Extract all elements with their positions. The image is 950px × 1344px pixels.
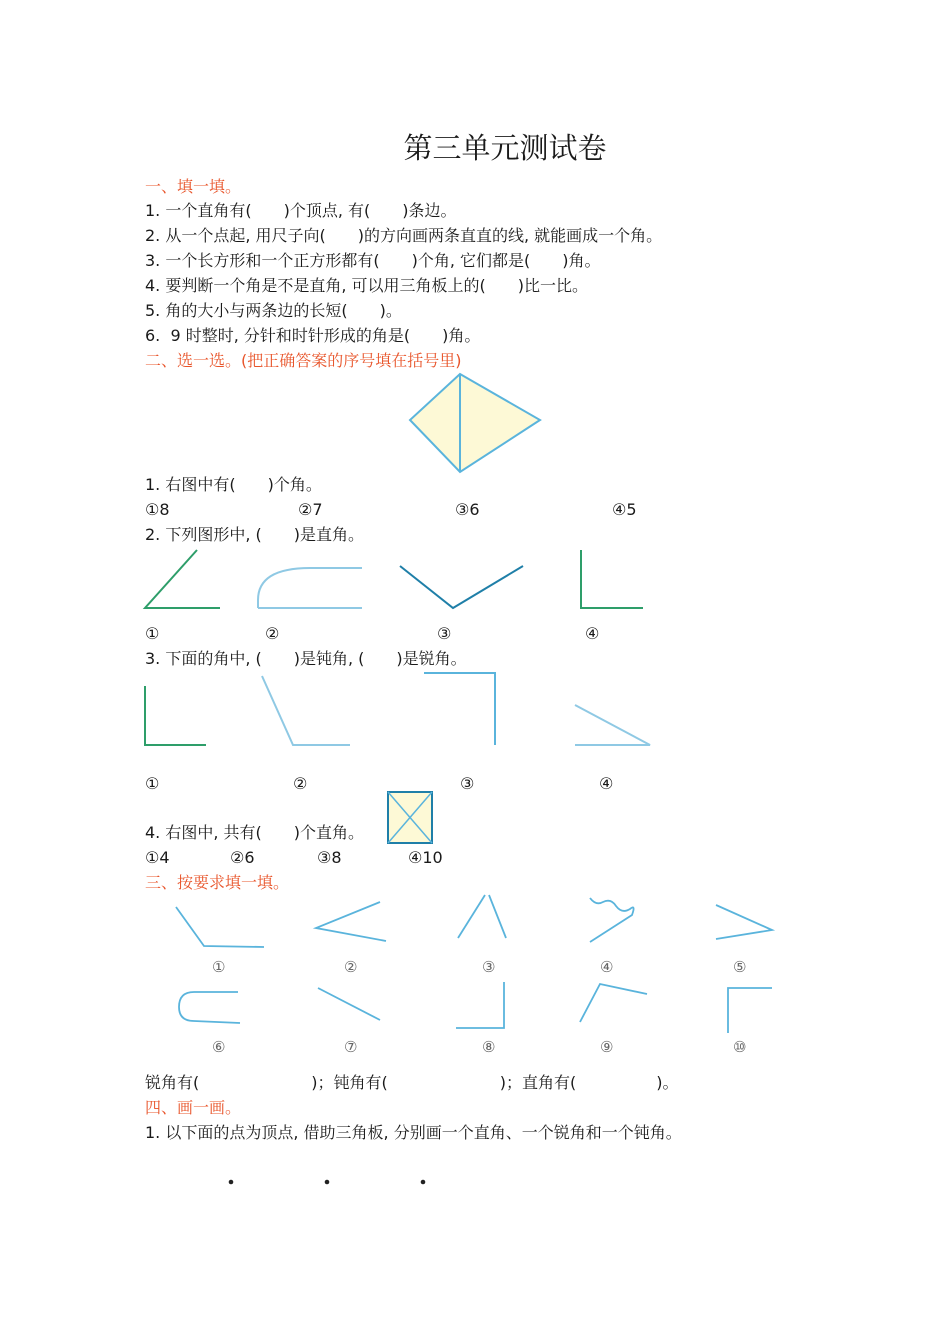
section-1-heading: 一、填一填。 bbox=[145, 177, 242, 196]
s2-q3-angle-3 bbox=[424, 673, 495, 745]
s2-q1-option-3: ③6 bbox=[455, 500, 480, 519]
figure-label-8: ⑧ bbox=[482, 1038, 496, 1056]
s1-question-6: 6. 9 时整时, 分针和时针形成的角是( )角。 bbox=[145, 326, 481, 345]
s4-vertex-dots bbox=[229, 1180, 426, 1185]
s2-q2-option-2: ② bbox=[265, 624, 280, 643]
figure-label-2: ② bbox=[344, 958, 358, 976]
s3-figure-8 bbox=[456, 982, 504, 1028]
figure-label-1: ① bbox=[212, 958, 226, 976]
s2-q4-option-2: ②6 bbox=[230, 848, 255, 867]
s2-q2-shape-2 bbox=[258, 568, 362, 608]
s2-q4-option-3: ③8 bbox=[317, 848, 342, 867]
s2-q1-option-4: ④5 bbox=[612, 500, 637, 519]
s3-figure-2 bbox=[316, 902, 386, 941]
section-2-heading: 二、选一选。(把正确答案的序号填在括号里) bbox=[145, 351, 462, 370]
s2-q3-angle-2 bbox=[262, 676, 350, 745]
s3-figure-6 bbox=[179, 992, 240, 1023]
s1-question-3: 3. 一个长方形和一个正方形都有( )个角, 它们都是( )角。 bbox=[145, 251, 601, 270]
s2-q2-angle-4 bbox=[581, 550, 643, 608]
s2-q1-option-1: ①8 bbox=[145, 500, 170, 519]
s1-question-2: 2. 从一个点起, 用尺子向( )的方向画两条直直的线, 就能画成一个角。 bbox=[145, 226, 663, 245]
s2-q2-option-1: ① bbox=[145, 624, 160, 643]
s3-figure-9 bbox=[580, 984, 647, 1022]
vertex-dot-2 bbox=[325, 1180, 330, 1185]
figure-label-7: ⑦ bbox=[344, 1038, 358, 1056]
s2-q2-angle-3 bbox=[400, 566, 523, 608]
s3-figure-4 bbox=[590, 898, 634, 942]
s1-question-4: 4. 要判断一个角是不是直角, 可以用三角板上的( )比一比。 bbox=[145, 276, 589, 295]
section-3-heading: 三、按要求填一填。 bbox=[145, 873, 290, 892]
square-diagonals-figure bbox=[388, 792, 432, 843]
s2-q3-option-4: ④ bbox=[599, 774, 614, 793]
s2-q3-option-1: ① bbox=[145, 774, 160, 793]
s3-figure-3 bbox=[458, 895, 506, 938]
s2-q3-angle-4 bbox=[575, 705, 650, 745]
s3-answer-line: 锐角有( )；钝角有( )；直角有( )。 bbox=[145, 1073, 679, 1092]
page-title: 第三单元测试卷 bbox=[403, 131, 607, 165]
s2-question-3: 3. 下面的角中, ( )是钝角, ( )是锐角。 bbox=[145, 649, 467, 668]
s2-q3-option-3: ③ bbox=[460, 774, 475, 793]
section-4-heading: 四、画一画。 bbox=[145, 1098, 242, 1117]
s2-question-4: 4. 右图中, 共有( )个直角。 bbox=[145, 823, 365, 842]
s2-q3-angle-1 bbox=[145, 686, 206, 745]
s2-question-1: 1. 右图中有( )个角。 bbox=[145, 475, 322, 494]
figure-label-3: ③ bbox=[482, 958, 496, 976]
vertex-dot-1 bbox=[229, 1180, 234, 1185]
s2-q1-option-2: ②7 bbox=[298, 500, 323, 519]
s2-question-2: 2. 下列图形中, ( )是直角。 bbox=[145, 525, 365, 544]
s2-q2-option-4: ④ bbox=[585, 624, 600, 643]
s3-figure-10 bbox=[728, 988, 772, 1033]
s3-figure-7 bbox=[318, 988, 380, 1020]
s2-q3-option-2: ② bbox=[293, 774, 308, 793]
s3-figure-1 bbox=[176, 907, 264, 947]
vertex-dot-3 bbox=[421, 1180, 426, 1185]
figure-label-9: ⑨ bbox=[600, 1038, 614, 1056]
s1-question-1: 1. 一个直角有( )个顶点, 有( )条边。 bbox=[145, 201, 457, 220]
s2-q4-option-4: ④10 bbox=[408, 848, 443, 867]
diamond-figure bbox=[410, 374, 540, 472]
s3-figure-5 bbox=[716, 905, 772, 939]
s2-q2-option-3: ③ bbox=[437, 624, 452, 643]
figure-label-4: ④ bbox=[600, 958, 614, 976]
figure-label-5: ⑤ bbox=[733, 958, 747, 976]
figure-label-6: ⑥ bbox=[212, 1038, 226, 1056]
s4-question-1: 1. 以下面的点为顶点, 借助三角板, 分别画一个直角、一个锐角和一个钝角。 bbox=[145, 1123, 682, 1142]
s2-q4-option-1: ①4 bbox=[145, 848, 170, 867]
s1-question-5: 5. 角的大小与两条边的长短( )。 bbox=[145, 301, 402, 320]
figure-label-10: ⑩ bbox=[733, 1038, 747, 1056]
s2-q2-angle-1 bbox=[145, 550, 220, 608]
